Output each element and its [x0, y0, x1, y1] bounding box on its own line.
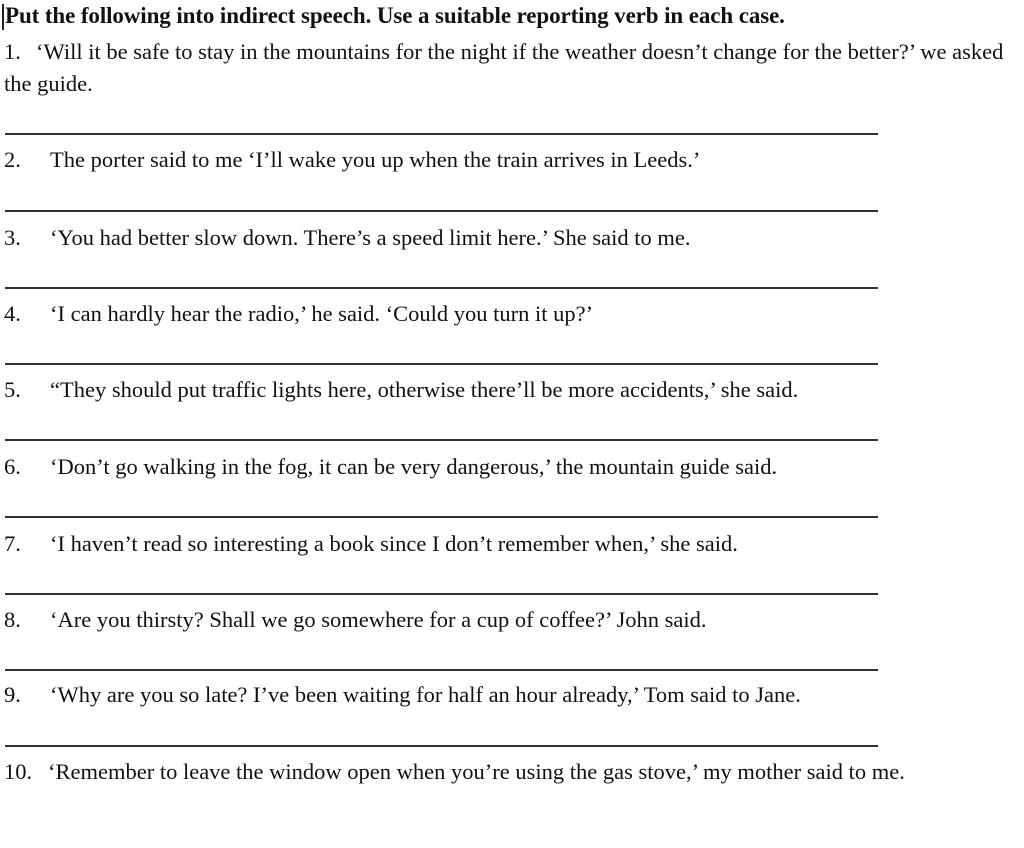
item-number: 4.	[4, 301, 21, 326]
worksheet-title: Put the following into indirect speech. Use a suitable reporting verb in each case.	[5, 3, 785, 28]
exercise-item-5	[4, 374, 798, 406]
item-number: 2.	[4, 147, 21, 172]
item-number: 5.	[4, 377, 21, 402]
item-text: ‘Why are you so late? I’ve been waiting for half an hour already,’ Tom said to Jane.	[50, 682, 801, 707]
exercise-item-3	[4, 222, 691, 254]
exercise-item-2	[4, 144, 700, 176]
item-number: 10.	[4, 759, 33, 784]
item-text: “They should put traffic lights here, otherwise there’ll be more accidents,’ she said.	[50, 377, 799, 402]
exercise-item-8	[4, 604, 706, 636]
item-text: ‘Are you thirsty? Shall we go somewhere for a cup of coffee?’ John said.	[50, 607, 707, 632]
text-cursor	[2, 4, 4, 30]
exercise-item-4	[4, 298, 593, 330]
item-text: ‘Remember to leave the window open when you’re using the gas stove,’ my mother said to me.	[48, 759, 905, 784]
exercise-item-6	[4, 451, 777, 483]
answer-line-2[interactable]	[5, 210, 878, 212]
answer-line-8[interactable]	[5, 669, 878, 671]
answer-line-7[interactable]	[5, 593, 878, 595]
answer-line-1[interactable]	[5, 133, 878, 135]
item-text: ‘Don’t go walking in the fog, it can be very dangerous,’ the mountain guide said.	[50, 454, 778, 479]
exercise-item-10	[4, 756, 1019, 788]
item-number: 6.	[4, 454, 21, 479]
item-number: 1.	[4, 39, 21, 64]
answer-line-4[interactable]	[5, 363, 878, 365]
item-number: 7.	[4, 531, 21, 556]
item-number: 3.	[4, 225, 21, 250]
answer-line-9[interactable]	[5, 745, 878, 747]
item-number: 8.	[4, 607, 21, 632]
exercise-item-7	[4, 528, 738, 560]
item-text: ‘I can hardly hear the radio,’ he said. ‘Could you turn it up?’	[50, 301, 594, 326]
exercise-item-1	[4, 36, 1019, 100]
item-text: The porter said to me ‘I’ll wake you up when the train arrives in Leeds.’	[50, 147, 701, 172]
item-text: ‘Will it be safe to stay in the mountains for the night if the weather doesn’t change for the better?’ we asked the guide.	[4, 39, 1004, 96]
item-text: ‘You had better slow down. There’s a speed limit here.’ She said to me.	[50, 225, 691, 250]
item-text: ‘I haven’t read so interesting a book since I don’t remember when,’ she said.	[50, 531, 738, 556]
answer-line-5[interactable]	[5, 439, 878, 441]
item-number: 9.	[4, 682, 21, 707]
answer-line-3[interactable]	[5, 287, 878, 289]
answer-line-6[interactable]	[5, 516, 878, 518]
exercise-item-9	[4, 679, 801, 711]
